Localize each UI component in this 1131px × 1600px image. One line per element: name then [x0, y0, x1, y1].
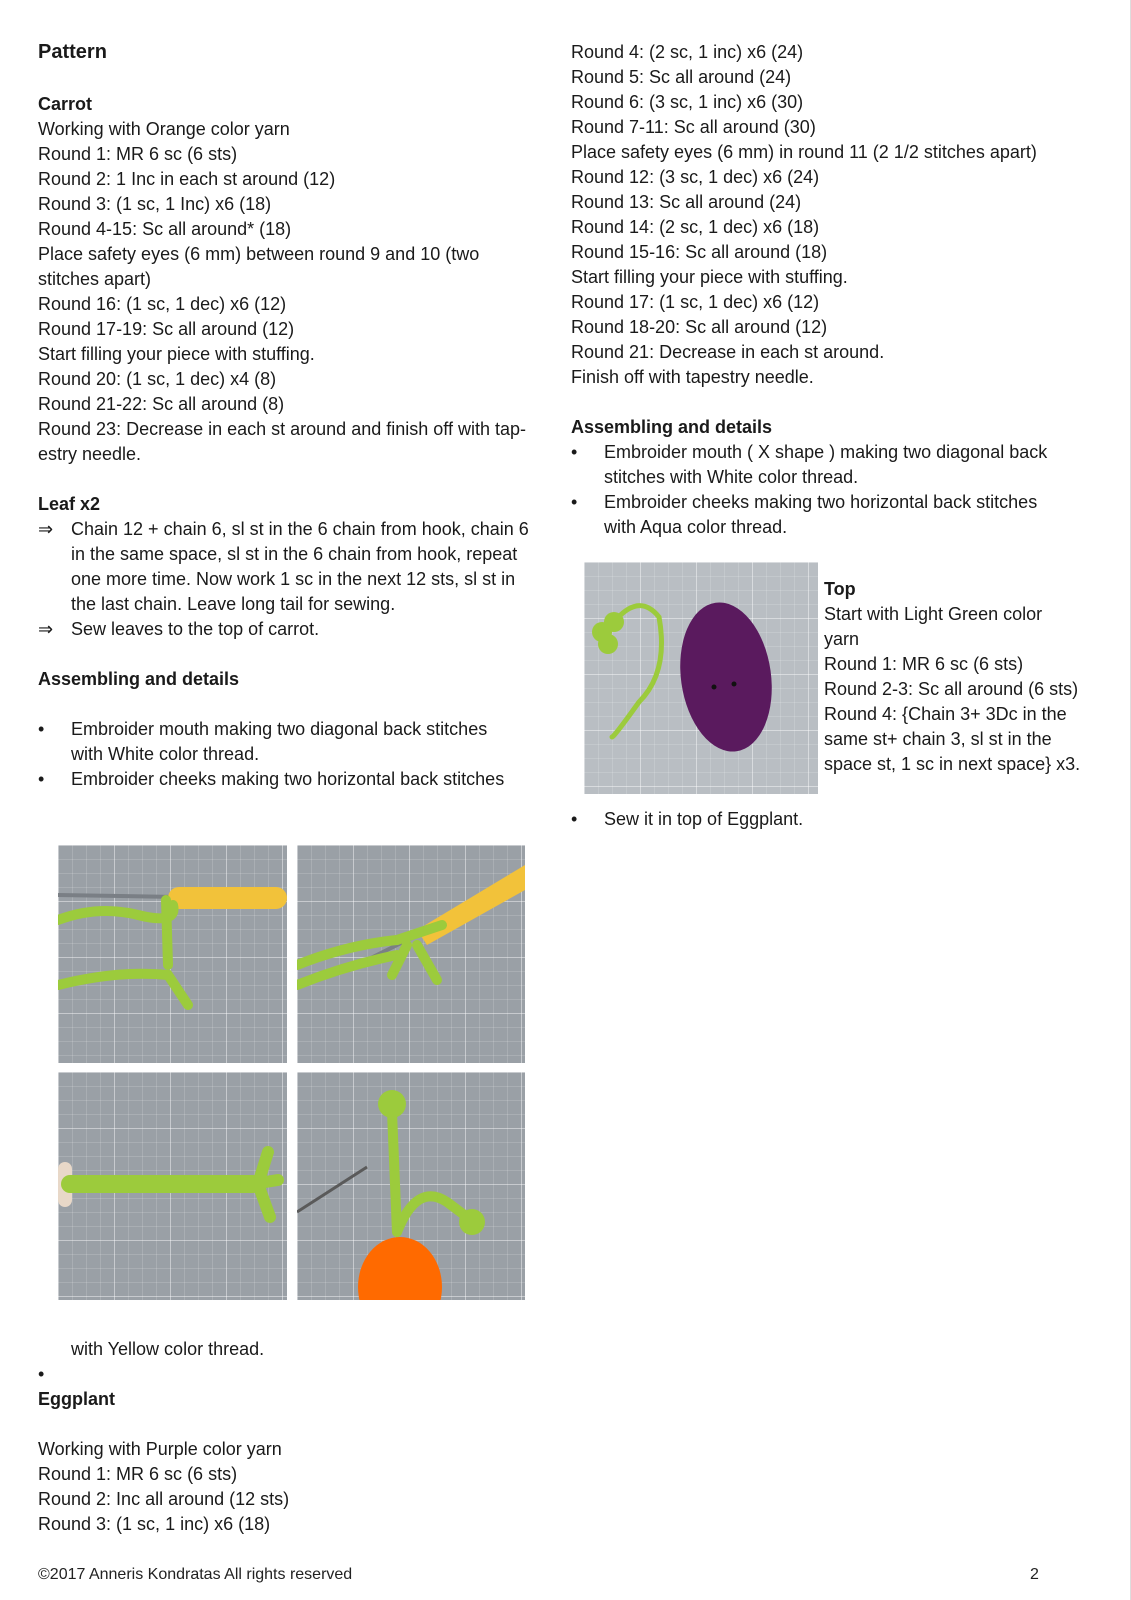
instruction-line: Round 1: MR 6 sc (6 sts) — [38, 144, 238, 164]
leaf-photo-3 — [58, 1072, 287, 1300]
instruction-line: Round 13: Sc all around (24) — [571, 192, 802, 212]
instruction-line: Round 16: (1 sc, 1 dec) x6 (12) — [38, 294, 287, 314]
instruction-line: Finish off with tapestry needle. — [571, 367, 814, 387]
instruction-line: Round 4: {Chain 3+ 3Dc in the — [824, 704, 1067, 724]
leaf-step-line: the last chain. Leave long tail for sewing. — [71, 594, 396, 614]
instruction-line: Place safety eyes (6 mm) between round 9 and 10 (two — [38, 244, 480, 264]
bullet-icon: • — [571, 442, 578, 462]
instruction-line: Round 1: MR 6 sc (6 sts) — [824, 654, 1024, 674]
instruction-line: Round 12: (3 sc, 1 dec) x6 (24) — [571, 167, 820, 187]
instruction-line: Working with Orange color yarn — [38, 119, 290, 139]
bullet-text: Embroider cheeks making two horizontal back stitches — [71, 769, 505, 789]
leaf-heading: Leaf x2 — [38, 494, 101, 514]
bullet-text: Embroider cheeks making two horizontal back stitches — [604, 492, 1038, 512]
leaf-step-line: Chain 12 + chain 6, sl st in the 6 chain from hook, chain 6 — [71, 519, 529, 539]
assembling-heading: Assembling and details — [571, 417, 773, 437]
instruction-line: yarn — [824, 629, 860, 649]
instruction-line: Round 14: (2 sc, 1 dec) x6 (18) — [571, 217, 820, 237]
instruction-line: Round 17-19: Sc all around (12) — [38, 319, 295, 339]
eggplant-heading: Eggplant — [38, 1389, 115, 1409]
instruction-line: Working with Purple color yarn — [38, 1439, 282, 1459]
instruction-line: Start filling your piece with stuffing. — [38, 344, 315, 364]
instruction-line: Round 23: Decrease in each st around and finish off with tap- — [38, 419, 526, 439]
bullet-text: stitches with White color thread. — [604, 467, 859, 487]
bullet-icon: • — [38, 719, 45, 739]
bullet-text: with White color thread. — [71, 744, 260, 764]
bullet-text: Sew it in top of Eggplant. — [604, 809, 804, 829]
leaf-photo-1 — [58, 845, 287, 1063]
instruction-line: Round 5: Sc all around (24) — [571, 67, 792, 87]
eggplant-photo — [584, 562, 818, 794]
leaf-step-line: Sew leaves to the top of carrot. — [71, 619, 320, 639]
bullet-text-continued: with Yellow color thread. — [71, 1339, 265, 1359]
bullet-icon: • — [571, 492, 578, 512]
instruction-line: Round 6: (3 sc, 1 inc) x6 (30) — [571, 92, 804, 112]
bullet-icon: • — [571, 809, 578, 829]
page-number: 2 — [1030, 1566, 1039, 1583]
bullet-text: with Aqua color thread. — [604, 517, 788, 537]
bullet-text: Embroider mouth ( X shape ) making two diagonal back — [604, 442, 1048, 462]
instruction-line: Round 4-15: Sc all around* (18) — [38, 219, 292, 239]
instruction-line: same st+ chain 3, sl st in the — [824, 729, 1052, 749]
top-heading: Top — [824, 579, 856, 599]
bullet-icon: • — [38, 1364, 45, 1384]
arrow-icon: ⇒ — [38, 619, 54, 639]
instruction-line: Round 1: MR 6 sc (6 sts) — [38, 1464, 238, 1484]
instruction-line: Round 15-16: Sc all around (18) — [571, 242, 828, 262]
instruction-line: Round 17: (1 sc, 1 dec) x6 (12) — [571, 292, 820, 312]
instruction-line: Round 4: (2 sc, 1 inc) x6 (24) — [571, 42, 804, 62]
instruction-line: stitches apart) — [38, 269, 152, 289]
bullet-icon: • — [38, 769, 45, 789]
assembling-heading: Assembling and details — [38, 669, 240, 689]
instruction-line: Round 2: 1 Inc in each st around (12) — [38, 169, 336, 189]
instruction-line: Round 18-20: Sc all around (12) — [571, 317, 828, 337]
bullet-text: Embroider mouth making two diagonal back stitches — [71, 719, 488, 739]
instruction-line: Start filling your piece with stuffing. — [571, 267, 848, 287]
leaf-step-line: in the same space, sl st in the 6 chain from hook, repeat — [71, 544, 518, 564]
carrot-heading: Carrot — [38, 94, 93, 114]
page-title: Pattern — [38, 41, 107, 63]
instruction-line: space st, 1 sc in next space} x3. — [824, 754, 1081, 774]
instruction-line: Round 2-3: Sc all around (6 sts) — [824, 679, 1079, 699]
leaf-photo-4 — [297, 1072, 525, 1300]
instruction-line: Round 21: Decrease in each st around. — [571, 342, 885, 362]
instruction-line: Round 20: (1 sc, 1 dec) x4 (8) — [38, 369, 277, 389]
instruction-line: Start with Light Green color — [824, 604, 1043, 624]
instruction-line: estry needle. — [38, 444, 142, 464]
arrow-icon: ⇒ — [38, 519, 54, 539]
leaf-photo-2 — [297, 845, 525, 1063]
instruction-line: Round 2: Inc all around (12 sts) — [38, 1489, 290, 1509]
instruction-line: Round 3: (1 sc, 1 Inc) x6 (18) — [38, 194, 272, 214]
instruction-line: Place safety eyes (6 mm) in round 11 (2 1/2 stitches apart) — [571, 142, 1037, 162]
instruction-line: Round 7-11: Sc all around (30) — [571, 117, 816, 137]
leaf-step-line: one more time. Now work 1 sc in the next 12 sts, sl st in — [71, 569, 516, 589]
copyright-text: ©2017 Anneris Kondratas All rights reserved — [38, 1566, 353, 1583]
instruction-line: Round 21-22: Sc all around (8) — [38, 394, 285, 414]
instruction-line: Round 3: (1 sc, 1 inc) x6 (18) — [38, 1514, 271, 1534]
